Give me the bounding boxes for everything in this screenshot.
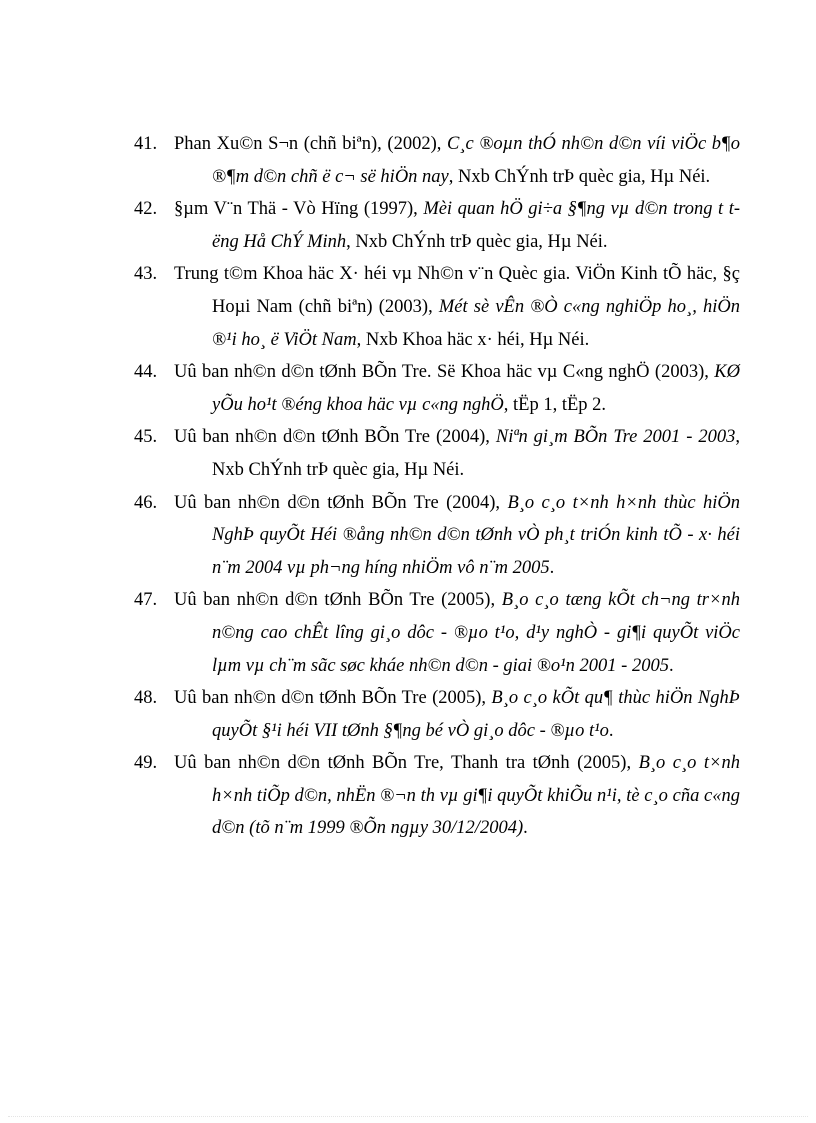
reference-item [134,258,740,356]
reference-item [134,487,740,585]
reference-title: Niªn gi¸m BÕn Tre 2001 - 2003 [495,427,736,448]
reference-title: B¸o c¸o t×nh h×nh thùc hiÖn NghÞ quyÕt Héi ®ång nh©n d©n tØnh vÒ ph¸t triÓn kinh tÕ - x· héi n¨m 2004 vµ ph¬ng híng nhiÖm vô n¨m 2005 [212,492,740,578]
reference-publisher: , Nxb ChÝnh trÞ quèc gia, Hµ Néi. [448,166,711,187]
reference-publisher: , Nxb ChÝnh trÞ quèc gia, Hµ Néi. [346,231,608,252]
reference-publisher: , tËp 1, tËp 2. [503,394,607,415]
reference-publisher: . [523,818,528,839]
reference-text: Trung t©m Khoa häc X· héi vµ Nh©n v¨n Quèc gia. ViÖn Kinh tÕ häc, §ç Hoµi Nam (chñ biªn) (2003), [174,264,740,317]
reference-number: 43. [134,264,158,285]
reference-title: Mèi quan hÖ gi÷a §¶ng vµ d©n trong t tëng Hå ChÝ Minh [212,199,741,252]
reference-text: Uû ban nh©n d©n tØnh BÕn Tre. Së Khoa häc vµ C«ng nghÖ (2003), [174,362,715,383]
reference-number: 47. [134,590,158,611]
reference-publisher: . [668,655,674,676]
reference-title: B¸o c¸o t×nh h×nh tiÕp d©n, nhËn ®¬n th vµ gi¶i quyÕt khiÕu n¹i, tè c¸o cña c«ng d©n (tõ n¨m 1999 ®Õn ngµy 30/12/2004) [212,753,740,839]
reference-text: Phan Xu©n S¬n (chñ biªn), (2002), [174,134,447,154]
reference-number: 46. [134,492,158,513]
reference-publisher: . [549,557,555,578]
reference-number: 45. [134,427,158,448]
reference-text: Uû ban nh©n d©n tØnh BÕn Tre, Thanh tra tØnh (2005), [174,753,639,774]
reference-item [134,584,740,682]
reference-publisher: . [608,720,614,741]
reference-number: 41. [134,134,158,154]
reference-title: B¸o c¸o kÕt qu¶ thùc hiÖn NghÞ quyÕt §¹i héi VII tØnh §¶ng bé vÒ gi¸o dôc - ®µo t¹o [212,688,740,741]
reference-item [134,747,740,845]
reference-text: Uû ban nh©n d©n tØnh BÕn Tre (2005), [174,688,492,709]
reference-number: 42. [134,199,158,220]
reference-title: C¸c ®oµn thÓ nh©n d©n víi viÖc b¶o ®¶m d©n chñ ë c¬ së hiÖn nay [212,134,740,187]
reference-item [134,128,740,193]
reference-number: 49. [134,753,158,774]
reference-text: Uû ban nh©n d©n tØnh BÕn Tre (2005), [174,590,502,611]
reference-text: Uû ban nh©n d©n tØnh BÕn Tre (2004), [174,492,508,513]
reference-item [134,682,740,747]
reference-item [134,193,740,258]
reference-number: 44. [134,362,158,383]
page-bottom-divider [8,1116,808,1117]
reference-item [134,421,740,486]
reference-publisher: , Nxb Khoa häc x· héi, Hµ Néi. [356,329,590,350]
reference-list [134,128,740,845]
reference-number: 48. [134,688,158,709]
reference-title: Mét sè vÊn ®Ò c«ng nghiÖp ho¸, hiÖn ®¹i ho¸ ë ViÖt Nam [212,296,740,350]
reference-publisher: , Nxb ChÝnh trÞ quèc gia, Hµ Néi. [212,427,740,480]
reference-item [134,356,740,421]
reference-text: Uû ban nh©n d©n tØnh BÕn Tre (2004), [174,427,496,448]
reference-title: KØ yÕu ho¹t ®éng khoa häc vµ c«ng nghÖ [212,362,740,415]
reference-title: B¸o c¸o tæng kÕt ch¬ng tr×nh n©ng cao chÊt lîng gi¸o dôc - ®µo t¹o, d¹y nghÒ - gi¶i quyÕt viÖc lµm vµ ch¨m sãc søc kháe nh©n d©n - giai ®o¹n 2001 - 2005 [212,590,740,676]
reference-text: §µm V¨n Thä - Vò Hïng (1997), [174,199,424,220]
